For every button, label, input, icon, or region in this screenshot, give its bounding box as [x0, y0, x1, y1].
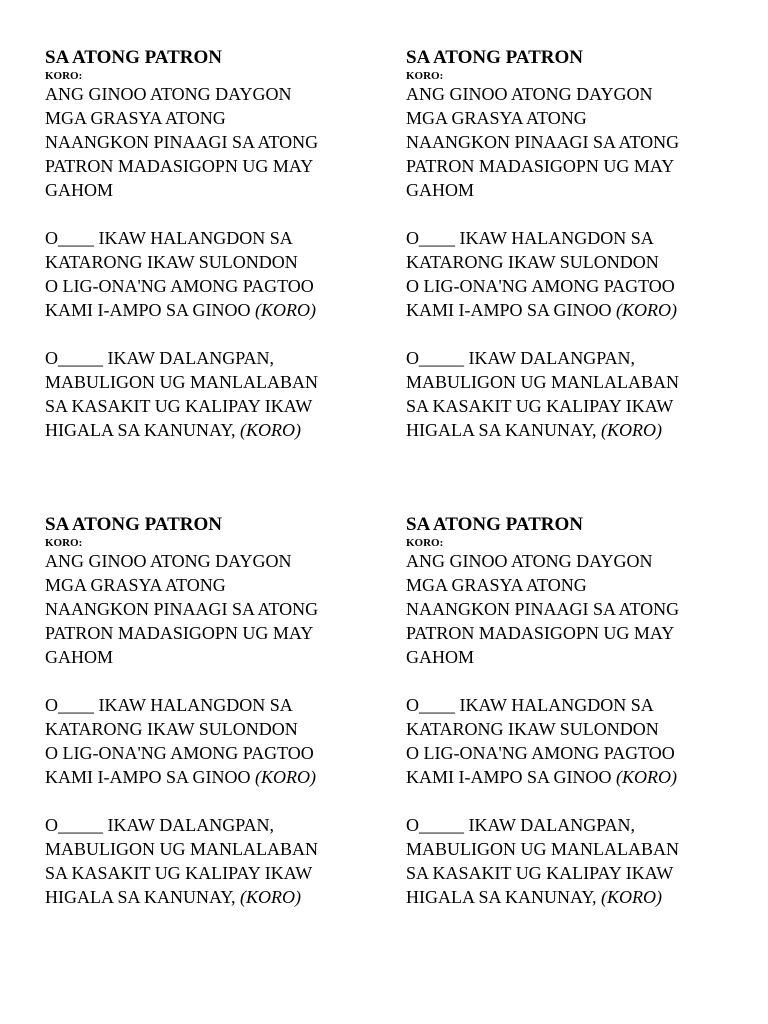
stanza-gap — [45, 789, 385, 813]
lyric-line: ANG GINOO ATONG DAYGON — [45, 84, 292, 104]
verse-stanza — [45, 693, 385, 789]
refrain-marker: (KORO) — [601, 420, 663, 440]
lyric-line — [45, 298, 385, 322]
lyric-line: O____ IKAW HALANGDON SA — [45, 695, 293, 715]
refrain-marker: (KORO) — [255, 300, 317, 320]
lyric-line: MGA GRASYA ATONG — [406, 575, 587, 595]
lyric-line: MGA GRASYA ATONG — [406, 108, 587, 128]
lyric-text: HIGALA SA KANUNAY, — [406, 420, 602, 440]
stanza-gap — [406, 202, 746, 226]
lyric-line: O LIG-ONA'NG AMONG PAGTOO — [45, 743, 314, 763]
refrain-marker: (KORO) — [601, 887, 663, 907]
stanza-gap — [406, 322, 746, 346]
lyric-line: O_____ IKAW DALANGPAN, — [45, 348, 275, 368]
refrain-marker: (KORO) — [616, 300, 678, 320]
lyric-line: PATRON MADASIGOPN UG MAY — [406, 156, 675, 176]
song-sheet — [45, 46, 385, 442]
chorus-stanza — [45, 549, 385, 669]
lyric-line: GAHOM — [45, 647, 114, 667]
lyric-line: NAANGKON PINAAGI SA ATONG — [406, 132, 680, 152]
lyric-line: MABULIGON UG MANLALABAN — [406, 372, 679, 392]
stanza-gap — [45, 202, 385, 226]
lyric-line — [45, 885, 385, 909]
lyric-line — [406, 765, 746, 789]
lyric-line — [45, 765, 385, 789]
lyric-line: KATARONG IKAW SULONDON — [45, 252, 298, 272]
song-title: SA ATONG PATRON — [406, 47, 584, 68]
chorus-label: KORO: — [45, 537, 83, 549]
lyric-line: O____ IKAW HALANGDON SA — [406, 228, 654, 248]
lyric-line — [406, 418, 746, 442]
lyric-line: MABULIGON UG MANLALABAN — [406, 839, 679, 859]
refrain-marker: (KORO) — [255, 767, 317, 787]
chorus-label: KORO: — [45, 70, 83, 82]
stanza-gap — [45, 322, 385, 346]
lyric-line: O_____ IKAW DALANGPAN, — [45, 815, 275, 835]
lyric-text: KAMI I-AMPO SA GINOO — [45, 767, 256, 787]
verse-stanza — [406, 346, 746, 442]
lyric-line: SA KASAKIT UG KALIPAY IKAW — [406, 863, 674, 883]
lyric-line: O____ IKAW HALANGDON SA — [406, 695, 654, 715]
verse-stanza — [406, 813, 746, 909]
chorus-label: KORO: — [406, 70, 444, 82]
lyric-line: ANG GINOO ATONG DAYGON — [406, 551, 653, 571]
stanza-gap — [45, 669, 385, 693]
lyric-line: KATARONG IKAW SULONDON — [45, 719, 298, 739]
song-sheet — [45, 513, 385, 909]
lyric-line: NAANGKON PINAAGI SA ATONG — [45, 132, 319, 152]
song-title: SA ATONG PATRON — [45, 47, 223, 68]
song-sheet — [406, 46, 746, 442]
lyric-line: O____ IKAW HALANGDON SA — [45, 228, 293, 248]
refrain-marker: (KORO) — [240, 420, 302, 440]
chorus-label: KORO: — [406, 537, 444, 549]
chorus-stanza — [406, 82, 746, 202]
lyric-line: MGA GRASYA ATONG — [45, 575, 226, 595]
song-title: SA ATONG PATRON — [406, 514, 584, 535]
lyric-text: HIGALA SA KANUNAY, — [45, 420, 241, 440]
lyric-line: PATRON MADASIGOPN UG MAY — [45, 156, 314, 176]
refrain-marker: (KORO) — [616, 767, 678, 787]
chorus-stanza — [45, 82, 385, 202]
lyric-line: NAANGKON PINAAGI SA ATONG — [406, 599, 680, 619]
verse-stanza — [45, 346, 385, 442]
lyric-line: O_____ IKAW DALANGPAN, — [406, 815, 636, 835]
lyric-line: O_____ IKAW DALANGPAN, — [406, 348, 636, 368]
verse-stanza — [406, 226, 746, 322]
lyric-line: KATARONG IKAW SULONDON — [406, 252, 659, 272]
lyric-line: O LIG-ONA'NG AMONG PAGTOO — [406, 743, 675, 763]
lyric-text: HIGALA SA KANUNAY, — [45, 887, 241, 907]
lyric-line: KATARONG IKAW SULONDON — [406, 719, 659, 739]
lyric-line — [406, 298, 746, 322]
lyric-line: SA KASAKIT UG KALIPAY IKAW — [45, 863, 313, 883]
lyric-line: SA KASAKIT UG KALIPAY IKAW — [406, 396, 674, 416]
stanza-gap — [406, 669, 746, 693]
chorus-stanza — [406, 549, 746, 669]
lyric-line: O LIG-ONA'NG AMONG PAGTOO — [45, 276, 314, 296]
verse-stanza — [45, 226, 385, 322]
lyric-line — [45, 418, 385, 442]
lyric-text: KAMI I-AMPO SA GINOO — [406, 300, 617, 320]
stanza-gap — [406, 789, 746, 813]
song-title: SA ATONG PATRON — [45, 514, 223, 535]
lyric-line: PATRON MADASIGOPN UG MAY — [406, 623, 675, 643]
refrain-marker: (KORO) — [240, 887, 302, 907]
lyric-line: ANG GINOO ATONG DAYGON — [45, 551, 292, 571]
verse-stanza — [406, 693, 746, 789]
verse-stanza — [45, 813, 385, 909]
lyric-line: O LIG-ONA'NG AMONG PAGTOO — [406, 276, 675, 296]
lyric-line: MGA GRASYA ATONG — [45, 108, 226, 128]
song-sheet — [406, 513, 746, 909]
lyric-line: PATRON MADASIGOPN UG MAY — [45, 623, 314, 643]
lyric-line: MABULIGON UG MANLALABAN — [45, 372, 318, 392]
lyric-text: KAMI I-AMPO SA GINOO — [406, 767, 617, 787]
lyric-line: GAHOM — [406, 647, 475, 667]
lyric-line: SA KASAKIT UG KALIPAY IKAW — [45, 396, 313, 416]
lyric-line: NAANGKON PINAAGI SA ATONG — [45, 599, 319, 619]
lyric-line: MABULIGON UG MANLALABAN — [45, 839, 318, 859]
lyric-line: GAHOM — [406, 180, 475, 200]
lyric-line — [406, 885, 746, 909]
lyric-text: KAMI I-AMPO SA GINOO — [45, 300, 256, 320]
lyric-line: GAHOM — [45, 180, 114, 200]
lyric-text: HIGALA SA KANUNAY, — [406, 887, 602, 907]
lyric-line: ANG GINOO ATONG DAYGON — [406, 84, 653, 104]
